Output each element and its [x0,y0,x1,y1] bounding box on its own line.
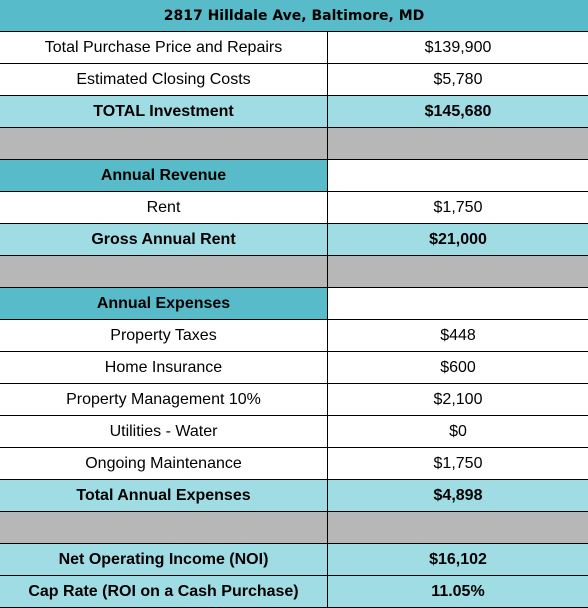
table-row [0,32,588,64]
investment-table [0,32,588,608]
row-value-cell[interactable] [328,256,588,287]
row-label-cell[interactable]: Estimated Closing Costs [0,64,328,95]
table-row [0,352,588,384]
row-value-cell[interactable]: $448 [440,326,476,344]
table-row [0,416,588,448]
row-value-cell[interactable]: $139,900 [424,38,492,56]
row-label-cell[interactable]: Net Operating Income (NOI) [0,544,328,575]
row-value-cell[interactable]: $1,750 [433,454,483,472]
row-label-cell[interactable] [0,128,328,159]
row-value-cell[interactable]: $1,750 [433,198,483,216]
section-header-cell[interactable]: Annual Revenue [0,160,328,191]
row-label-cell[interactable]: Utilities - Water [0,416,328,447]
row-value-cell[interactable] [328,160,588,191]
table-row [0,320,588,352]
total-row [0,480,588,512]
row-label-cell[interactable]: Total Annual Expenses [0,480,328,511]
row-value-cell[interactable]: $21,000 [328,224,588,255]
row-value-cell[interactable]: 11.05% [328,576,588,607]
section-header-row [0,288,588,320]
row-label-cell[interactable]: Property Management 10% [0,384,328,415]
property-address-title[interactable]: 2817 Hilldale Ave, Baltimore, MD [0,0,588,32]
total-row [0,224,588,256]
separator-row [0,256,588,288]
row-value-cell[interactable] [328,288,588,319]
row-value-cell[interactable]: $2,100 [433,390,483,408]
row-label-cell[interactable]: Rent [0,192,328,223]
row-label-cell[interactable]: Cap Rate (ROI on a Cash Purchase) [0,576,328,607]
total-row [0,96,588,128]
row-value-cell[interactable]: $145,680 [328,96,588,127]
row-value-cell[interactable]: $4,898 [328,480,588,511]
table-row [0,448,588,480]
section-header-cell[interactable]: Annual Expenses [0,288,328,319]
table-row [0,192,588,224]
row-label-cell[interactable]: Gross Annual Rent [0,224,328,255]
total-row [0,544,588,576]
row-value-cell[interactable]: $5,780 [433,70,483,88]
row-label-cell[interactable]: Ongoing Maintenance [0,448,328,479]
total-row [0,576,588,608]
section-header-row [0,160,588,192]
separator-row [0,512,588,544]
row-value-cell[interactable]: $16,102 [328,544,588,575]
table-row [0,64,588,96]
row-value-cell[interactable]: $600 [440,358,476,376]
row-label-cell[interactable] [0,512,328,543]
row-value-cell[interactable] [328,128,588,159]
row-label-cell[interactable]: TOTAL Investment [0,96,328,127]
table-row [0,384,588,416]
row-label-cell[interactable]: Home Insurance [0,352,328,383]
separator-row [0,128,588,160]
row-value-cell[interactable] [328,512,588,543]
row-label-cell[interactable]: Total Purchase Price and Repairs [0,32,328,63]
row-label-cell[interactable]: Property Taxes [0,320,328,351]
row-value-cell[interactable]: $0 [449,422,467,440]
row-label-cell[interactable] [0,256,328,287]
